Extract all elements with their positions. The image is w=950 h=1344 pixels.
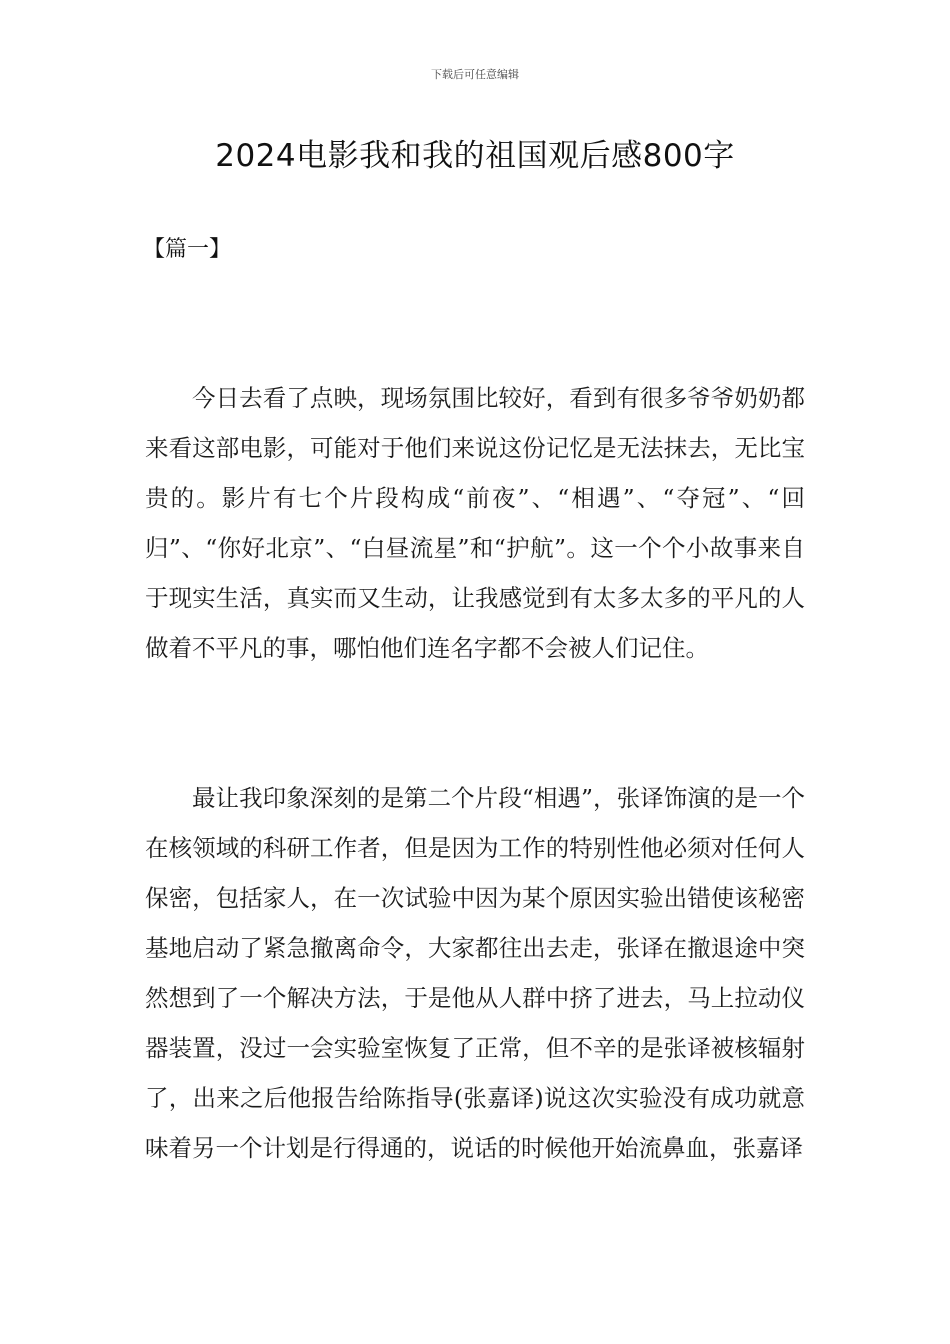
document-title: 2024电影我和我的祖国观后感800字 (215, 138, 735, 174)
paragraph-1: 今日去看了点映，现场氛围比较好，看到有很多爷爷奶奶都来看这部电影，可能对于他们来说这份记忆是无法抹去，无比宝贵的。影片有七个片段构成“前夜”、“相遇”、“夺冠”、“回归”、“你好北京”、“白昼流星”和“护航”。这一个个小故事来自于现实生活，真实而又生动，让我感觉到有太多太多的平凡的人做着不平凡的事，哪怕他们连名字都不会被人们记住。 (145, 384, 805, 662)
section-label: 【篇一】 (143, 237, 232, 262)
header-note: 下载后可任意编辑 (431, 68, 519, 81)
paragraph-2: 最让我印象深刻的是第二个片段“相遇”，张译饰演的是一个在核领域的科研工作者，但是因为工作的特别性他必须对任何人保密，包括家人，在一次试验中因为某个原因实验出错使该秘密基地启动了紧急撤离命令，大家都往出去走，张译在撤退途中突然想到了一个解决方法，于是他从人群中挤了进去，马上拉动仪器装置，没过一会实验室恢复了正常，但不辛的是张译被核辐射了，出来之后他报告给陈指导(张嘉译)说这次实验没有成功就意味着另一个计划是行得通的，说话的时候他开始流鼻血，张嘉译 (145, 784, 805, 1162)
